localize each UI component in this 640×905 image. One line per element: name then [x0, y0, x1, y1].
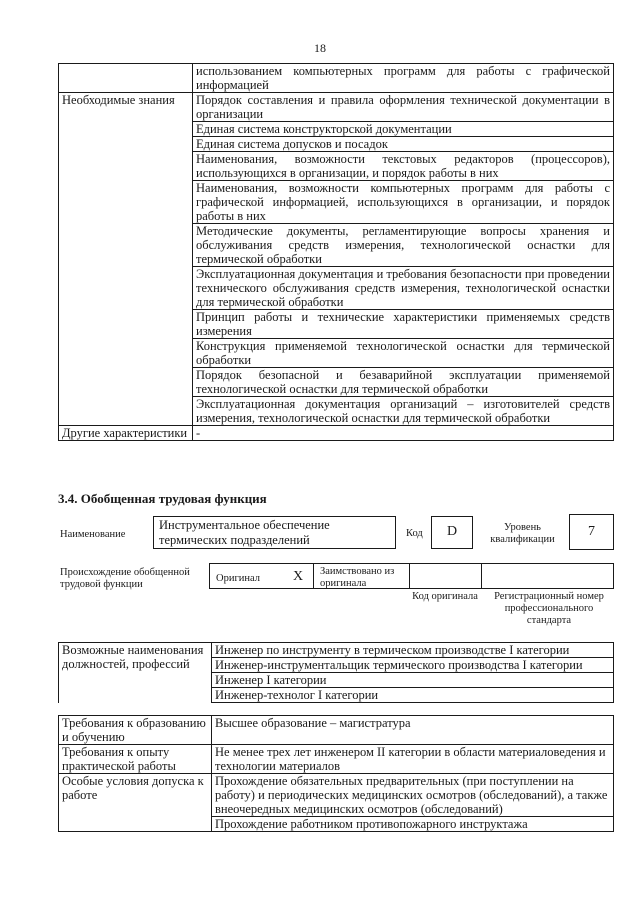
other-characteristics-value: - [193, 426, 614, 441]
origin-divider [409, 563, 410, 589]
code-original-caption: Код оригинала [412, 591, 478, 602]
table-row [59, 64, 614, 93]
positions-label: Возможные наименования должностей, профессий [59, 643, 212, 703]
level-label: Уровень квалификации [490, 522, 555, 545]
origin-box [209, 563, 614, 589]
requirement-value: Не менее трех лет инженером II категории в области материаловедения и технологии материалов [212, 745, 614, 774]
code-value: D [446, 524, 458, 539]
requirement-label: Особые условия допуска к работе [59, 774, 212, 832]
knowledge-item: Принцип работы и технические характеристики применяемых средств измерения [193, 310, 614, 339]
table-row [59, 93, 614, 122]
original-mark: X [293, 569, 304, 584]
position-item: Инженер-технолог I категории [212, 688, 614, 703]
other-characteristics-label: Другие характеристики [59, 426, 193, 441]
empty-label-cell [59, 64, 193, 93]
table-row [59, 426, 614, 441]
table-row [59, 643, 614, 658]
table-row [59, 745, 614, 774]
origin-label: Происхождение обобщенной трудовой функции [60, 567, 190, 590]
knowledge-item: Эксплуатационная документация организаций – изготовителей средств измерения, технологической оснастки для термической обработки [193, 397, 614, 426]
knowledge-item: Порядок безопасной и безаварийной эксплуатации применяемой технологической оснастки для термической обработки [193, 368, 614, 397]
level-value: 7 [588, 524, 595, 539]
code-label: Код [406, 528, 423, 539]
knowledge-item: Методические документы, регламентирующие вопросы хранения и обслуживания средств измерения, технологической оснастки для термической обработки [193, 224, 614, 267]
position-item: Инженер по инструменту в термическом производстве I категории [212, 643, 614, 658]
position-item: Инженер I категории [212, 673, 614, 688]
registration-number-caption: Регистрационный номер профессионального стандарта [494, 591, 604, 626]
knowledge-item: Единая система конструкторской документации [193, 122, 614, 137]
knowledge-item: Эксплуатационная документация и требования безопасности при проведении технического обслуживания средств измерения, технологической оснастки для термической обработки [193, 267, 614, 310]
knowledge-item: Наименования, возможности текстовых редакторов (процессоров), использующихся в организации, и порядок работы в них [193, 152, 614, 181]
original-label: Оригинал [216, 573, 260, 584]
borrowed-label: Заимствовано из оригинала [320, 566, 395, 589]
requirement-value: Прохождение обязательных предварительных (при поступлении на работу) и периодических медицинских осмотров (обследований), а также внеочередных медицинских осмотров (обследований) [212, 774, 614, 817]
position-item: Инженер-инструментальщик термического производства I категории [212, 658, 614, 673]
name-value: Инструментальное обеспечение термических подразделений [159, 518, 330, 547]
knowledge-item: Наименования, возможности компьютерных программ для работы с графической информацией, использующихся в организации, и порядок работы в них [193, 181, 614, 224]
requirement-label: Требования к образованию и обучению [59, 716, 212, 745]
page-number: 18 [314, 41, 326, 55]
knowledge-item: Порядок составления и правила оформления технической документации в организации [193, 93, 614, 122]
origin-divider [313, 563, 314, 589]
section-title: 3.4. Обобщенная трудовая функция [58, 491, 267, 506]
table-row [59, 716, 614, 745]
knowledge-item: Единая система допусков и посадок [193, 137, 614, 152]
knowledge-label: Необходимые знания [59, 93, 193, 426]
requirement-label: Требования к опыту практической работы [59, 745, 212, 774]
knowledge-table [58, 63, 614, 441]
origin-divider [481, 563, 482, 589]
positions-table [58, 642, 614, 703]
table-row [59, 774, 614, 817]
knowledge-item: Конструкция применяемой технологической оснастки для термической обработки [193, 339, 614, 368]
continued-skill-cell: использованием компьютерных программ для работы с графической информацией [193, 64, 614, 93]
requirement-value: Прохождение работником противопожарного инструктажа [212, 817, 614, 832]
requirement-value: Высшее образование – магистратура [212, 716, 614, 745]
name-label: Наименование [60, 529, 126, 540]
requirements-table [58, 715, 614, 832]
